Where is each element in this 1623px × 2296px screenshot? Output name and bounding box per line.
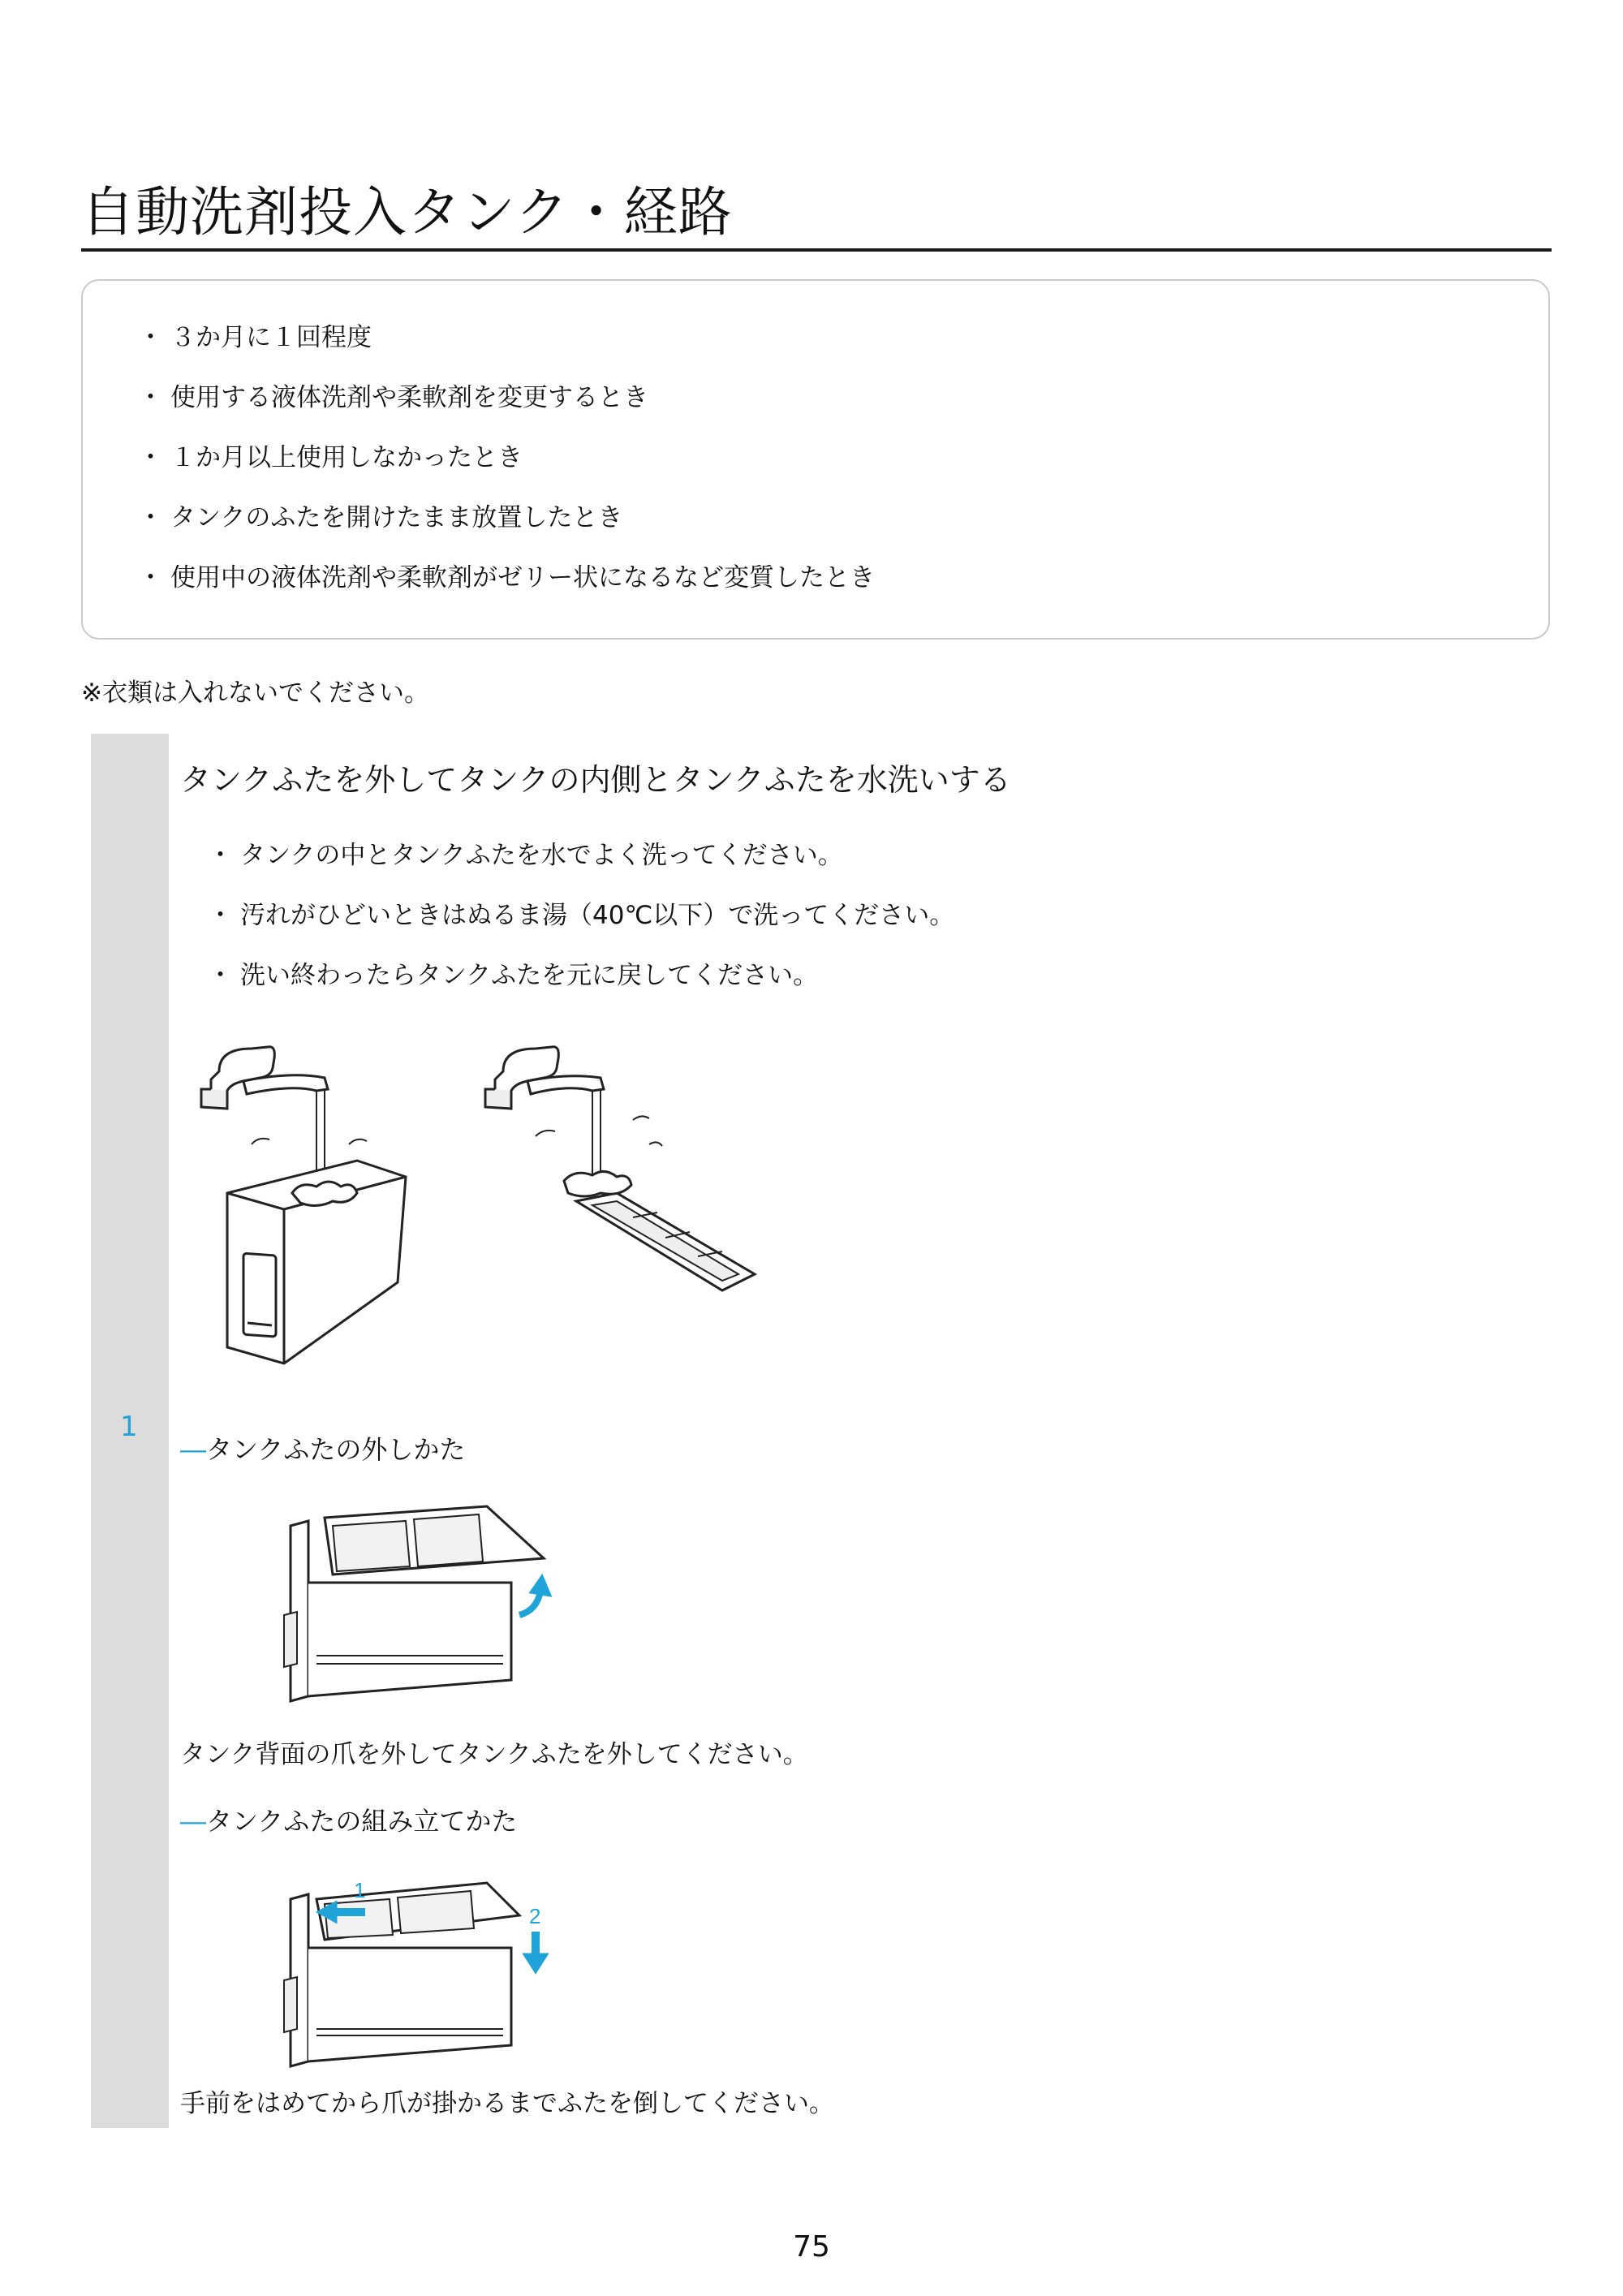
bullet: ・ bbox=[208, 901, 233, 930]
page-title: 自動洗剤投入タンク・経路 bbox=[81, 181, 733, 243]
list-item bbox=[208, 958, 954, 1018]
list-item bbox=[138, 560, 875, 620]
list-item bbox=[208, 838, 954, 898]
list-item bbox=[138, 440, 875, 500]
assemble-lid-heading bbox=[180, 1803, 517, 1839]
accent-dash: ― bbox=[180, 1806, 206, 1837]
remove-lid-heading bbox=[180, 1432, 465, 1467]
assemble-lid-heading-text: タンクふたの組み立てかた bbox=[206, 1806, 518, 1837]
page-number: 75 bbox=[793, 2230, 830, 2264]
tank-washing-illustration bbox=[195, 1039, 438, 1396]
arrow-label-1: 1 bbox=[354, 1878, 366, 1902]
title-underline bbox=[81, 248, 1552, 252]
when-to-clean-list bbox=[138, 320, 875, 620]
lid-assembly-illustration bbox=[276, 1867, 568, 2070]
step-number: 1 bbox=[120, 1411, 138, 1443]
step-heading: タンクふたを外してタンクの内側とタンクふたを水洗いする bbox=[180, 762, 1011, 798]
list-item bbox=[138, 320, 875, 380]
list-item-text: タンクの中とタンクふたを水でよく洗ってください。 bbox=[240, 841, 843, 870]
bullet: ・ bbox=[138, 503, 163, 532]
list-item-text: タンクのふたを開けたまま放置したとき bbox=[170, 503, 623, 532]
washing-instructions-list bbox=[208, 838, 954, 1018]
bullet: ・ bbox=[208, 961, 233, 990]
list-item-text: 洗い終わったらタンクふたを元に戻してください。 bbox=[240, 961, 819, 990]
bullet: ・ bbox=[138, 563, 163, 592]
list-item-text: 使用中の液体洗剤や柔軟剤がゼリー状になるなど変質したとき bbox=[170, 563, 875, 592]
lid-removal-illustration bbox=[276, 1501, 568, 1704]
list-item-text: ３か月に１回程度 bbox=[170, 323, 372, 352]
bullet: ・ bbox=[138, 443, 163, 472]
remove-lid-heading-text: タンクふたの外しかた bbox=[206, 1434, 466, 1465]
list-item bbox=[138, 380, 875, 440]
list-item bbox=[138, 500, 875, 560]
remove-lid-caption: タンク背面の爪を外してタンクふたを外してください。 bbox=[180, 1740, 808, 1769]
clothes-note: ※衣類は入れないでください。 bbox=[81, 678, 429, 708]
when-to-clean-box bbox=[81, 279, 1550, 640]
lid-washing-illustration bbox=[479, 1039, 771, 1315]
arrow-label-2: 2 bbox=[529, 1904, 541, 1928]
bullet: ・ bbox=[138, 323, 163, 352]
bullet: ・ bbox=[208, 841, 233, 870]
list-item-text: 使用する液体洗剤や柔軟剤を変更するとき bbox=[170, 383, 648, 412]
assemble-lid-caption: 手前をはめてから爪が掛かるまでふたを倒してください。 bbox=[180, 2089, 834, 2118]
list-item bbox=[208, 898, 954, 958]
bullet: ・ bbox=[138, 383, 163, 412]
list-item-text: １か月以上使用しなかったとき bbox=[170, 443, 523, 472]
accent-dash: ― bbox=[180, 1434, 206, 1465]
list-item-text: 汚れがひどいときはぬるま湯（40℃以下）で洗ってください。 bbox=[240, 901, 955, 930]
